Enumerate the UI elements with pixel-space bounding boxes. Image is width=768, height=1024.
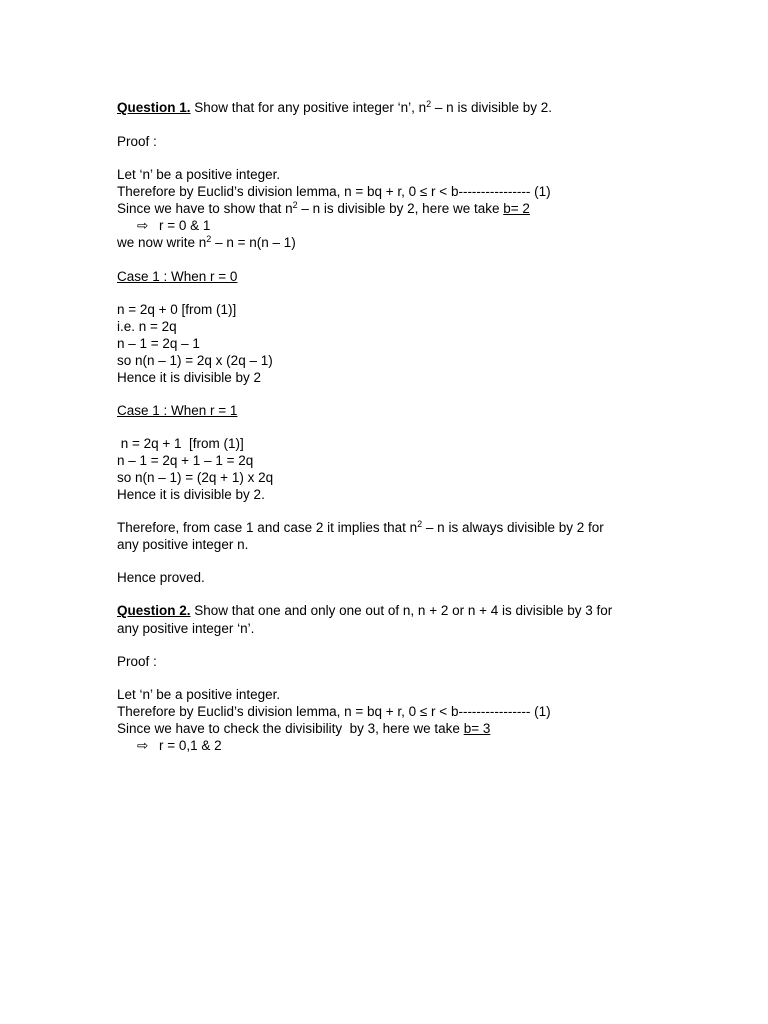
since-line: Since we have to check the divisibility by 3, here we take b= 3	[117, 721, 491, 736]
hence-proved: Hence proved.	[117, 570, 205, 585]
implies-arrow-icon: ⇨	[137, 218, 149, 233]
question-2-label: Question 2.	[117, 603, 191, 618]
case-1-line: i.e. n = 2q	[117, 319, 177, 334]
case-1-heading: Case 1 : When r = 0	[117, 269, 238, 284]
case-2-line: Hence it is divisible by 2.	[117, 487, 265, 502]
case-2-heading: Case 1 : When r = 1	[117, 403, 238, 418]
let-line: Let ‘n’ be a positive integer.	[117, 167, 281, 182]
case-1-line: n = 2q + 0 [from (1)]	[117, 302, 237, 317]
case-1-line: n – 1 = 2q – 1	[117, 336, 200, 351]
question-2-statement-line-2: any positive integer ‘n’.	[117, 621, 255, 636]
question-2-statement: Question 2. Show that one and only one out of n, n + 2 or n + 4 is divisible by 3 for	[117, 603, 613, 618]
write-line: we now write $n^2 - n = n(n - 1)$	[117, 234, 296, 250]
r-values-line: ⇨ r = 0,1 & 2	[137, 738, 222, 753]
since-line: Since we have to show that $n^2$ – n is divisible by 2, here we take b= 2	[117, 200, 530, 216]
euclid-line: Therefore by Euclid’s division lemma, n = bq + r, 0 ≤ r < b---------------- (1)	[117, 184, 551, 199]
r-values-line: ⇨ r = 0 & 1	[137, 218, 211, 233]
euclid-line: Therefore by Euclid’s division lemma, n = bq + r, 0 ≤ r < b---------------- (1)	[117, 704, 551, 719]
implies-arrow-icon: ⇨	[137, 738, 149, 753]
let-line: Let ‘n’ be a positive integer.	[117, 687, 281, 702]
case-2-line: so n(n – 1) = (2q + 1) x 2q	[117, 470, 274, 485]
question-1-statement: Question 1. Show that for any positive integer ‘n’, $n^2$ – n is divisible by 2.	[117, 99, 552, 115]
conclusion-line: Therefore, from case 1 and case 2 it implies that $n^2$ – n is always divisible by 2 for	[117, 519, 604, 535]
conclusion-line-2: any positive integer n.	[117, 537, 249, 552]
case-2-line: n – 1 = 2q + 1 – 1 = 2q	[117, 453, 254, 468]
question-1-label: Question 1.	[117, 100, 191, 115]
case-1-line: so n(n – 1) = 2q x (2q – 1)	[117, 353, 273, 368]
case-2-line: n = 2q + 1 [from (1)]	[117, 436, 244, 451]
proof-heading: Proof :	[117, 134, 157, 149]
case-1-line: Hence it is divisible by 2	[117, 370, 262, 385]
proof-heading: Proof :	[117, 654, 157, 669]
